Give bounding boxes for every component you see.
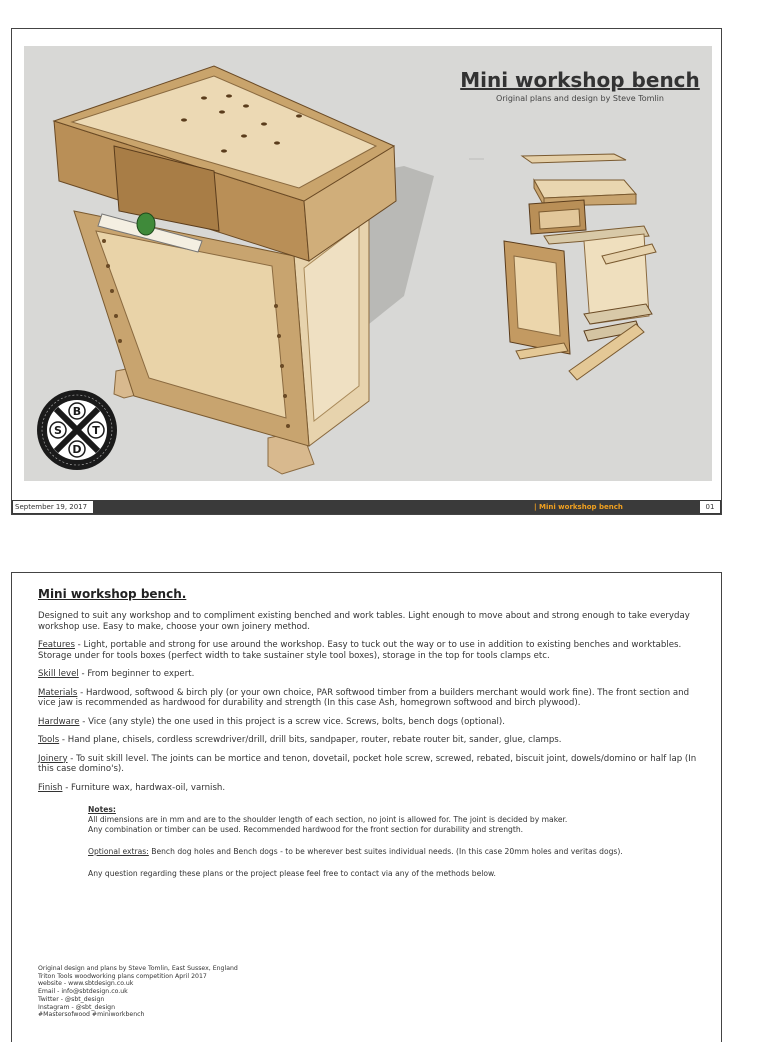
finish-text: - Furniture wax, hardwax-oil, varnish. — [62, 782, 226, 793]
optional-extras-label: Optional extras: — [88, 847, 149, 856]
finish-label: Finish — [38, 782, 63, 793]
logo-letter-d: D — [72, 443, 82, 456]
page-subtitle: Original plans and design by Steve Tomlin — [496, 94, 664, 103]
features-text: - Light, portable and strong for use around the workshop. Easy to tuck out the way or to use in addition to existing benches and worktables. Storage under for tools boxes (perfect width to take sustainer style tool boxes), storage in the top for tools clamps etc. — [38, 640, 682, 661]
optional-extras-text: Bench dog holes and Bench dogs - to be wherever best suites individual needs. (In this case 20mm holes and veritas dogs). — [148, 847, 623, 856]
footer-date: September 19, 2017 — [12, 500, 94, 514]
notes-heading: Notes: — [88, 805, 116, 814]
logo-letter-b: B — [72, 405, 82, 418]
skill-paragraph — [38, 669, 708, 680]
instagram-link[interactable]: Instagram - @sbt_design — [38, 1003, 116, 1011]
vice-screw — [137, 213, 155, 235]
features-label: Features — [38, 640, 75, 650]
plan-page-2 — [11, 572, 722, 1042]
twitter-link[interactable]: Twitter - @sbt_design — [38, 995, 105, 1003]
joinery-paragraph — [38, 754, 708, 775]
materials-paragraph — [38, 688, 708, 709]
skill-label: Skill level — [38, 669, 79, 679]
hardware-paragraph — [38, 717, 708, 728]
website-link[interactable]: website - www.sbtdesign.co.uk — [38, 980, 134, 988]
contact-note: Any question regarding these plans or the project please feel free to contact via any of the methods below. — [88, 869, 496, 878]
page-content — [38, 587, 708, 879]
logo-letter-t: T — [92, 424, 100, 437]
bench-illustration — [24, 46, 712, 481]
notes-block — [88, 805, 708, 879]
footer-title: | Mini workshop bench — [534, 503, 623, 511]
hardware-text: - Vice (any style) the one used in this project is a screw vice. Screws, bolts, bench dogs (optional). — [79, 716, 506, 727]
credit-line: Triton Tools woodworking plans competition April 2017 — [38, 972, 207, 980]
bench-render — [24, 46, 712, 481]
notes-line-1: All dimensions are in mm and are to the shoulder length of each section, no joint is allowed for. The joint is decided by maker. — [88, 815, 568, 824]
tools-label: Tools — [38, 735, 60, 745]
finish-paragraph — [38, 783, 708, 794]
page-footer — [12, 500, 721, 514]
exploded-view — [504, 154, 656, 380]
materials-text: - Hardwood, softwood & birch ply (or your own choice, PAR softwood timber from a builders merchant would work fine). The front section and vice jaw is recommended as hardwood for durability and strength (In this case Ash, homegrown softwood and birch plywood). — [38, 687, 690, 708]
tools-text: - Hand plane, chisels, cordless screwdriver/drill, drill bits, sandpaper, router, rebate router bit, sander, glue, clamps. — [59, 735, 562, 745]
logo-letter-s: S — [54, 424, 62, 437]
features-paragraph — [38, 640, 708, 661]
notes-line-2: Any combination or timber can be used. Recommended hardwood for the front section for durability and strength. — [88, 825, 524, 834]
hashtags: #Mastersofwood #miniworkbench — [38, 1011, 145, 1019]
credits-block — [38, 965, 238, 1019]
section-heading: Mini workshop bench. — [38, 587, 187, 601]
hardware-label: Hardware — [38, 716, 80, 727]
page-title: Mini workshop bench — [460, 68, 700, 92]
intro-paragraph: Designed to suit any workshop and to compliment existing benched and work tables. Light enough to move about and strong enough to take everyday workshop use. Easy to make, choose your own joinery method. — [38, 611, 690, 632]
credit-line: Original design and plans by Steve Tomlin, East Sussex, England — [38, 965, 238, 972]
skill-text: - From beginner to expert. — [78, 669, 195, 679]
tools-paragraph — [38, 735, 708, 746]
plan-page-1 — [11, 28, 722, 515]
joinery-label: Joinery — [38, 753, 68, 764]
joinery-text: - To suit skill level. The joints can be mortice and tenon, dovetail, pocket hole screw, screwed, rebated, biscuit joint, dowels/domino or half lap (In this case domino's). — [38, 753, 697, 774]
email-link[interactable]: Email - info@sbtdesign.co.uk — [38, 988, 128, 996]
materials-label: Materials — [38, 687, 78, 698]
optional-extras — [88, 847, 708, 857]
footer-page-number: 01 — [699, 500, 721, 514]
